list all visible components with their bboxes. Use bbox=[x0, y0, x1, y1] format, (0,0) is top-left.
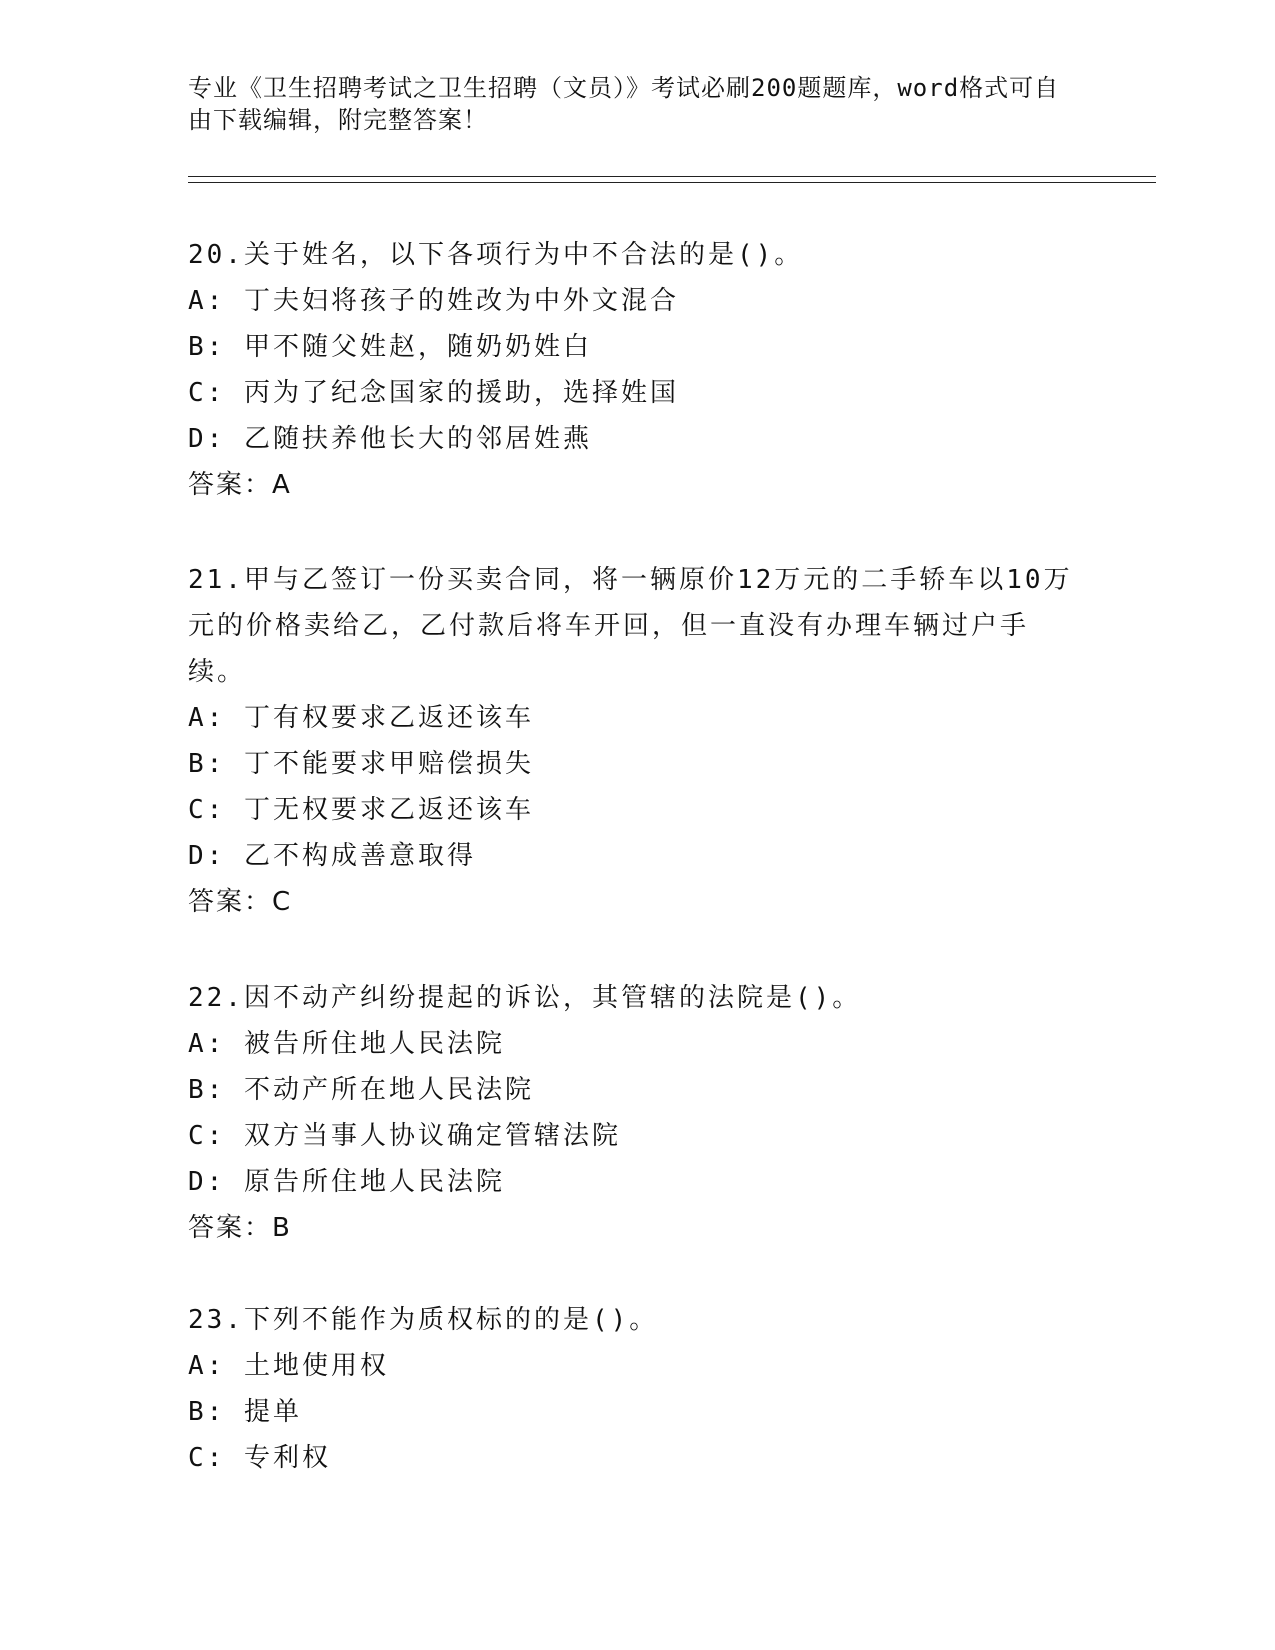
answer: 答案：A bbox=[188, 470, 292, 500]
header-rule-bottom bbox=[188, 182, 1156, 183]
question-block bbox=[188, 1297, 1088, 1481]
option-d: D: 乙随扶养他长大的邻居姓燕 bbox=[188, 424, 592, 454]
option-b: B: 丁不能要求甲赔偿损失 bbox=[188, 749, 534, 779]
answer: 答案：B bbox=[188, 1213, 292, 1243]
option-a: A: 丁有权要求乙返还该车 bbox=[188, 703, 534, 733]
option-a: A: 土地使用权 bbox=[188, 1351, 389, 1381]
question-text: 21.甲与乙签订一份买卖合同，将一辆原价12万元的二手轿车以10万元的价格卖给乙，乙付款后将车开回，但一直没有办理车辆过户手续。 bbox=[188, 565, 1073, 687]
question-text: 20.关于姓名，以下各项行为中不合法的是()。 bbox=[188, 240, 804, 270]
document-header: 专业《卫生招聘考试之卫生招聘（文员）》考试必刷200题题库，word格式可自由下载编辑，附完整答案！ bbox=[188, 74, 1060, 134]
header-rule-top bbox=[188, 176, 1156, 177]
option-a: A: 丁夫妇将孩子的姓改为中外文混合 bbox=[188, 286, 679, 316]
option-b: B: 甲不随父姓赵，随奶奶姓白 bbox=[188, 332, 592, 362]
option-b: B: 不动产所在地人民法院 bbox=[188, 1075, 534, 1105]
question-text: 22.因不动产纠纷提起的诉讼，其管辖的法院是()。 bbox=[188, 983, 862, 1013]
question-block bbox=[188, 975, 1088, 1251]
option-c: C: 丁无权要求乙返还该车 bbox=[188, 795, 534, 825]
option-c: C: 双方当事人协议确定管辖法院 bbox=[188, 1121, 621, 1151]
question-text: 23.下列不能作为质权标的的是()。 bbox=[188, 1305, 659, 1335]
option-c: C: 专利权 bbox=[188, 1443, 331, 1473]
option-c: C: 丙为了纪念国家的援助，选择姓国 bbox=[188, 378, 679, 408]
option-d: D: 原告所住地人民法院 bbox=[188, 1167, 505, 1197]
question-block bbox=[188, 232, 1088, 508]
question-block bbox=[188, 557, 1088, 925]
answer: 答案：C bbox=[188, 887, 293, 917]
option-a: A: 被告所住地人民法院 bbox=[188, 1029, 505, 1059]
option-b: B: 提单 bbox=[188, 1397, 302, 1427]
option-d: D: 乙不构成善意取得 bbox=[188, 841, 476, 871]
